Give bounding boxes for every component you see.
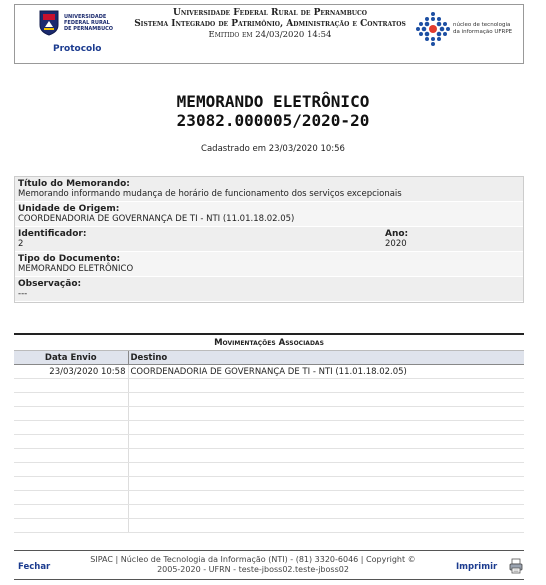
empty-cell xyxy=(128,477,524,491)
year-label: Ano: xyxy=(385,229,409,239)
nti-logo-text: núcleo de tecnologia da informação UFRPE xyxy=(453,22,513,35)
logo-university-name: UNIVERSIDADE FEDERAL RURAL DE PERNAMBUCO xyxy=(64,14,114,32)
document-heading: MEMORANDO ELETRÔNICO xyxy=(176,92,370,111)
empty-cell xyxy=(128,435,524,449)
table-row-empty xyxy=(14,435,524,449)
empty-cell xyxy=(128,463,524,477)
memo-title-row xyxy=(15,177,523,202)
movement-date: 23/03/2020 10:58 xyxy=(14,365,128,379)
observation-label: Observação: xyxy=(18,279,82,289)
table-row-empty xyxy=(14,491,524,505)
header-issued-date: Emitido em 24/03/2020 14:54 xyxy=(208,30,332,40)
table-row-empty xyxy=(14,463,524,477)
movements-section xyxy=(14,333,524,533)
observation-row xyxy=(15,277,523,302)
table-row-empty xyxy=(14,505,524,519)
printer-icon[interactable] xyxy=(509,558,523,574)
observation-value: --- xyxy=(18,289,28,299)
movement-destination: COORDENADORIA DE GOVERNANÇA DE TI - NTI (11.01.18.02.05) xyxy=(128,365,524,379)
table-row-empty xyxy=(14,519,524,533)
movements-caption: Movimentações Associadas xyxy=(14,335,524,351)
identifier-row xyxy=(15,227,523,252)
table-row-empty xyxy=(14,393,524,407)
document-title xyxy=(0,92,546,130)
document-type-value: MEMORANDO ELETRÔNICO xyxy=(18,264,134,274)
movements-header-row xyxy=(14,351,524,365)
empty-cell xyxy=(14,463,128,477)
empty-cell xyxy=(14,449,128,463)
empty-cell xyxy=(128,407,524,421)
empty-cell xyxy=(128,519,524,533)
module-name: Protocolo xyxy=(53,44,102,54)
empty-cell xyxy=(128,421,524,435)
year-value: 2020 xyxy=(385,239,407,249)
table-row-empty xyxy=(14,407,524,421)
empty-cell xyxy=(14,393,128,407)
identifier-value: 2 xyxy=(18,239,24,249)
empty-cell xyxy=(14,379,128,393)
origin-unit-label: Unidade de Origem: xyxy=(18,204,120,214)
empty-cell xyxy=(128,449,524,463)
nti-dots-icon xyxy=(415,11,451,47)
empty-cell xyxy=(128,379,524,393)
footer-info-line2: 2005-2020 - UFRN - teste-jboss02.teste-jboss02 xyxy=(157,565,349,574)
memo-title-value: Memorando informando mudança de horário de funcionamento dos serviços excepcionais xyxy=(18,189,402,199)
identifier-label: Identificador: xyxy=(18,229,87,239)
ufrpe-logo xyxy=(39,9,114,57)
empty-cell xyxy=(14,491,128,505)
empty-cell xyxy=(14,407,128,421)
document-number: 23082.000005/2020-20 xyxy=(176,111,370,130)
header-university: Universidade Federal Rural de Pernambuco xyxy=(172,8,368,18)
column-destination-header: Destino xyxy=(128,351,524,365)
document-type-row xyxy=(15,252,523,277)
footer-info-line1: SIPAC | Núcleo de Tecnologia da Informação (NTI) - (81) 3320-6046 | Copyright © xyxy=(90,555,416,564)
empty-cell xyxy=(14,477,128,491)
empty-cell xyxy=(128,393,524,407)
document-type-label: Tipo do Documento: xyxy=(18,254,121,264)
memo-title-label: Título do Memorando: xyxy=(18,179,130,189)
registered-date: Cadastrado em 23/03/2020 10:56 xyxy=(201,144,345,154)
movements-table xyxy=(14,351,524,533)
origin-unit-value: COORDENADORIA DE GOVERNANÇA DE TI - NTI (11.01.18.02.05) xyxy=(18,214,295,224)
report-footer xyxy=(14,550,524,580)
table-row-empty xyxy=(14,379,524,393)
header-titles xyxy=(125,8,415,41)
empty-cell xyxy=(14,421,128,435)
empty-cell xyxy=(128,491,524,505)
header-system: Sistema Integrado de Patrimônio, Administração e Contratos xyxy=(134,19,406,29)
origin-unit-row xyxy=(15,202,523,227)
table-row-empty xyxy=(14,421,524,435)
close-link[interactable]: Fechar xyxy=(18,562,51,572)
column-date-header: Data Envio xyxy=(14,351,128,365)
footer-info xyxy=(68,555,438,575)
table-row-empty xyxy=(14,477,524,491)
nti-logo xyxy=(415,11,519,47)
ufrpe-shield-icon xyxy=(39,10,59,36)
print-link[interactable]: Imprimir xyxy=(456,562,498,572)
empty-cell xyxy=(128,505,524,519)
report-header xyxy=(14,4,524,64)
table-row-empty xyxy=(14,449,524,463)
table-row xyxy=(14,365,524,379)
empty-cell xyxy=(14,435,128,449)
empty-cell xyxy=(14,505,128,519)
memo-details xyxy=(14,176,524,303)
year-field xyxy=(385,229,408,249)
empty-cell xyxy=(14,519,128,533)
